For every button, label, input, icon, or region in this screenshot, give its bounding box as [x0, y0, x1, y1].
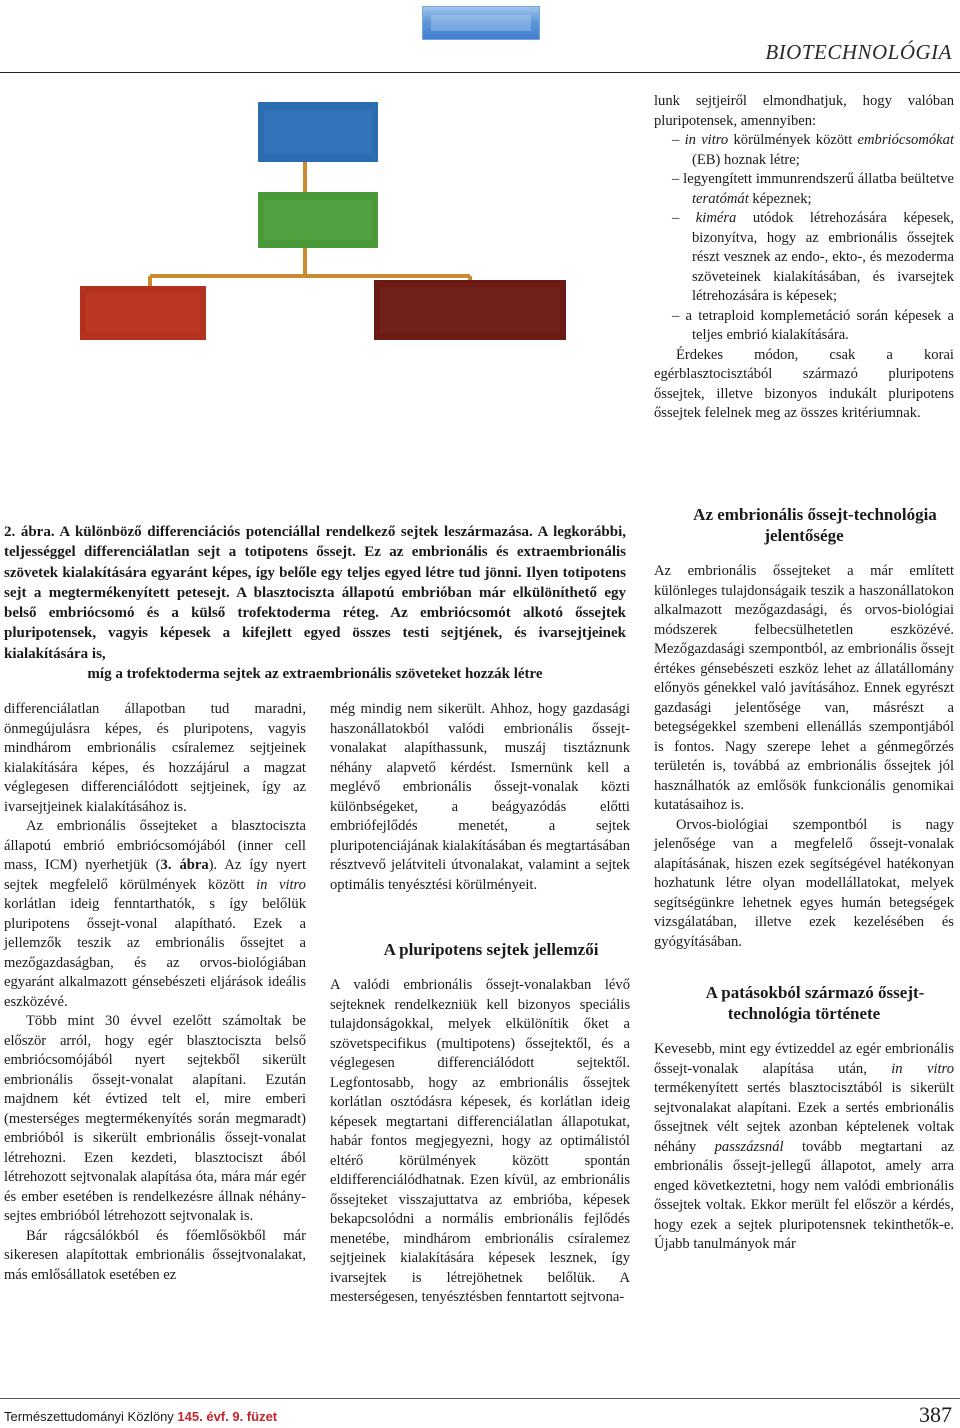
paragraph: Kevesebb, mint egy évtizeddel az egér embrionális őssejt-vonalak alapítása után, in vitro termékenyített sertés blasztocisztából is sikerült sejtvonalakat alapítani. Ezek a sertés embrionális őssejtnek vélt sejtek azonban képtelenek voltak néhány passzázsnál tovább megtartani az embrionális őssejt-jellegű állapotot, amely arra enged következtetni, hogy nem valódi embrionális őssejtek voltak. Ekkor merült fel először a kérdés, hogy ezek a sejtek pluripotensnek tekinthetők-e. Újabb tanulmányok már	[654, 1041, 954, 1252]
header-rule	[0, 72, 960, 73]
section-title-history: A patásokból származó őssejt-technológia története	[705, 983, 925, 1023]
paragraph: Bár rágcsálókból és főemlősökből már sikeresen alapítottak embrionális őssejtvonalakat, más emlősállatok esetében ez	[4, 1227, 306, 1283]
criteria-item: – a tetraploid komplemetáció során képesek a teljes embrió kialakítására.	[654, 307, 954, 346]
journal-logo	[422, 6, 540, 40]
paragraph: differenciálatlan állapotban tud maradni, önmegújulásra képes, és pluripotens, vagyis mindhárom embrionális csíralemez sejtjeinek kialakítására képes, és hozzájárul a magzat véglegesen differenciálódott sejtjeinek, így az ivarsejtjeinek kialakításához is.	[4, 701, 306, 815]
lineage-diagram	[0, 80, 630, 500]
column-left	[4, 700, 306, 1285]
section-title-significance: Az embrionális őssejt-technológia jelentősége	[693, 505, 937, 545]
caption-text: 2. ábra. A különböző differenciációs potenciállal rendelkező sejtek leszármazása. A legkorábbi, teljességgel differenciálatlan sejt a totipotens őssejt. Ez az embrionális és extraembrionális szövetek kialakítására egyaránt képes, így belőle egy teljes egyed létre tud jönni. Ilyen totipotens sejt a megtermékenyített petesejt. A blasztociszta állapotú embrióban már elkülöníthető egy belső embriócsomó és a külső trofektoderma réteg. Az embriócsomót alkotó őssejtek pluripotensek, vagyis képesek a kifejlett egyed összes testi sejtjének, és ivarsejtjeinek kialakítására is,	[4, 524, 626, 662]
page-number: 387	[919, 1402, 952, 1427]
right-column-top	[654, 92, 954, 424]
node-top	[258, 102, 378, 162]
figure-2	[0, 80, 630, 500]
section-header: BIOTECHNOLÓGIA	[765, 40, 952, 64]
column-middle	[330, 700, 630, 1308]
paragraph: Több mint 30 évvel ezelőtt számoltak be először arról, hogy egér blasztociszta belső embriócsomójából nyert sejtekből sikerült embrionális őssejt-vonalat alapítani. Ezután majdnem két évtized telt el, mire emberi (mesterséges megtermékenyítés során megmaradt) embrióból is sikerült embrionális őssejt-vonalat létrehozni. Ezen kezdeti, blasztociszt ából létrehozott sejtvonalak alapítása óta, mára már egér és ember esetében is rendelkezésre állnak néhány-sejtes embrióból létrehozott sejtvonalak is.	[4, 1013, 306, 1224]
paragraph: Az embrionális őssejteket a már említett különleges tulajdonságaik teszik a haszonállatokon alkalmazott mezőgazdasági, és orvos-biológiai módszerek felbecsülhetetlen eszközévé. Mezőgazdasági szempontból, az embrionális őssejt értékes génsebészeti eszköz lehet az állatállomány előnyös génekkel való javításához. Ennek egyrészt gazdasági jelentősége van, másrészt a betegségekkel szembeni ellenállás szempontjából is fontos. Nagy szerepe lehet a génmegőrzés területén is, továbbá az embrionális őssejtek jól használhatók az emlősök funkcionális genomikai kutatásaihoz is.	[654, 563, 954, 813]
paragraph: A valódi embrionális őssejt-vonalakban lévő sejteknek rendelkezniük kell bizonyos speciális tulajdonságokkal, melyek elkülönítik őket a szövetspecifikus (multipotens) őssejtektől, és a véglegesen differenciálódott sejtektől. Legfontosabb, hogy az embrionális őssejtek korlátlan osztódásra képesek, és korlátlan ideig képesek megtartani differenciálatlan állapotukat, habár fontos megjegyezni, hogy az optimálistól eltérő körülmények között spontán eldifferenciálódhatnak. Ezen kívül, az embrionális őssejteket visszajuttatva az embrióba, képesek bekapcsolódni a normális embrionális fejlődés menetébe, mindhárom embrionális csíralemez sejtjeinek kialakítására képesek lesznek, így ivarsejtek is létrejöhetnek belőlük. A mesterségesen, tenyésztésben fenntartott sejtvona-	[330, 977, 630, 1305]
criteria-list	[654, 131, 954, 346]
criteria-item: – kiméra utódok létrehozására képesek, bizonyítva, hogy az embrionális őssejtek részt vesznek az endo-, ekto-, és mezoderma szöveteinek kialakításában, és ivarsejtek létrehozására is képesek;	[654, 209, 954, 307]
right-top-intro: lunk sejtjeiről elmondhatjuk, hogy valóban pluripotensek, amennyiben:	[654, 93, 954, 129]
right-top-outro: Érdekes módon, csak a korai egérblasztocisztából származó pluripotens őssejtek, illetve bizonyos indukált pluripotens őssejtek felelnek meg az összes kritériumnak.	[654, 346, 954, 421]
figure-caption	[4, 522, 626, 684]
node-right	[374, 280, 566, 340]
node-mid	[258, 192, 378, 248]
paragraph: Az embrionális őssejteket a blasztociszta állapotú embrió embriócsomójából (inner cell mass, ICM) nyerhetjük (3. ábra). Az így nyert sejtek megfelelő körülmények között in vitro korlátlan ideig fenntarthatók, s így belőlük pluripotens őssejt-vonal alapítható. Ezek a jellemzők teszik az embrionális őssejtet a mezőgazdaságban, és az orvos-biológiában egyaránt alkalmazott génsebészeti eljárások ideális eszközévé.	[4, 818, 307, 1010]
paragraph: még mindig nem sikerült. Ahhoz, hogy gazdasági haszonállatokból valódi embrionális őssejt-vonalakat alapíthassunk, muszáj tisztáznunk néhány alapvető kérdést. Ismernünk kell a meglévő embrionális őssejt-vonalak közti különbségeket, a beágyazódás előtti embriófejlődés menetét, a sejtek pluripotenciájának kialakításában és megtartásában résztvevő jelátviteli útvonalakat, valamint a sejtek optimális tenyésztési körülményeit.	[330, 701, 630, 893]
criteria-item: – in vitro körülmények között embriócsomókat (EB) hoznak létre;	[654, 131, 954, 170]
criteria-item: – legyengített immunrendszerű állatba beültetve teratómát képeznek;	[654, 170, 954, 209]
paragraph: Orvos-biológiai szempontból is nagy jelenősége van a megfelelő őssejt-vonalak alapításának, hiszen ezek segítségével hatékonyan hozhatunk létre olyan modellállatokat, melyek segítségünkre lehetnek egyes humán betegségek vizsgálatában, illetve ezek kezelésében és gyógyításában.	[654, 816, 954, 950]
node-left	[80, 286, 206, 340]
section-title-pluripotent: A pluripotens sejtek jellemzői	[383, 940, 599, 959]
footer-rule	[0, 1398, 960, 1399]
footer-issue: 145. évf. 9. füzet	[177, 1409, 278, 1424]
column-right	[654, 504, 954, 1255]
caption-last-line: míg a trofektoderma sejtek az extraembrionális szöveteket hozzák létre	[87, 666, 543, 683]
footer-journal: Természettudományi Közlöny 145. évf. 9. füzet	[4, 1409, 278, 1424]
